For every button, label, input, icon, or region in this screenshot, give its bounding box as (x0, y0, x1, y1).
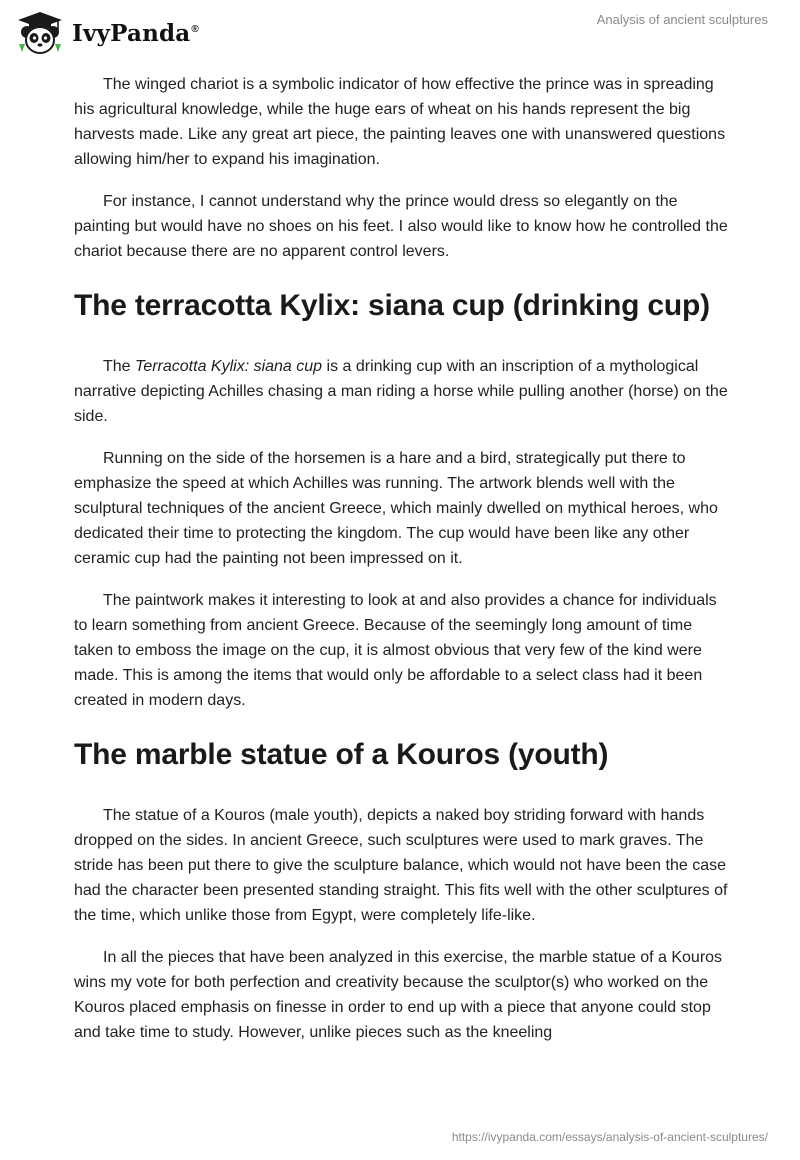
paragraph: The paintwork makes it interesting to look at and also provides a chance for individuals to learn something from ancient Greece. Because of the seemingly long amount of time taken to emboss the image on the cup, it is almost obvious that very few of the kind were made. This is among the items that would only be affordable to a select class had it been created in modern days. (74, 592, 717, 709)
paragraph: The winged chariot is a symbolic indicator of how effective the prince was in spreading his agricultural knowledge, while the huge ears of wheat on his hands represent the big harvests made. Like any great art piece, the painting leaves one with unanswered questions allowing him/her to expand his imagination. (74, 76, 726, 168)
article-body (74, 72, 729, 1062)
paragraph: Running on the side of the horsemen is a hare and a bird, strategically put there to emphasize the speed at which Achilles was running. The artwork blends well with the sculptural techniques of the ancient Greece, which mainly dwelled on mythical heroes, who dedicated their time to protecting the kingdom. The cup would have been like any other ceramic cup had the painting not been impressed on it. (74, 450, 718, 567)
page-header (0, 0, 800, 70)
paragraph: The statue of a Kouros (male youth), depicts a naked boy striding forward with hands dropped on the sides. In ancient Greece, such sculptures were used to mark graves. The stride has been put there to give the sculpture balance, which would not have been the case had the character been presented standing straight. This fits well with the other sculptures of the time, which unlike those from Egypt, were completely life-like. (74, 807, 728, 924)
document-title: Analysis of ancient sculptures (596, 12, 768, 27)
paragraph: The Terracotta Kylix: siana cup is a drinking cup with an inscription of a mythological narrative depicting Achilles chasing a man riding a horse while pulling another (horse) on the side. (74, 358, 728, 425)
artwork-title: Terracotta Kylix: siana cup (135, 358, 323, 375)
paragraph: For instance, I cannot understand why the prince would dress so elegantly on the painting but would have no shoes on his feet. I also would like to know how he controlled the chariot because there are no apparent control levers. (74, 193, 728, 260)
panda-graduate-logo-icon (14, 10, 66, 56)
brand-name: IvyPanda® (72, 19, 199, 47)
brand-logo[interactable] (14, 10, 199, 56)
source-url[interactable]: https://ivypanda.com/essays/analysis-of-ancient-sculptures/ (451, 1130, 768, 1144)
section-heading: The marble statue of a Kouros (youth) (74, 738, 609, 771)
paragraph: In all the pieces that have been analyzed in this exercise, the marble statue of a Kouros wins my vote for both perfection and creativity because the sculptor(s) who worked on the Kouros placed emphasis on finesse in order to end up with a piece that anyone could stop and take time to study. However, unlike pieces such as the kneeling (74, 949, 723, 1041)
section-heading: The terracotta Kylix: siana cup (drinking cup) (74, 289, 710, 322)
